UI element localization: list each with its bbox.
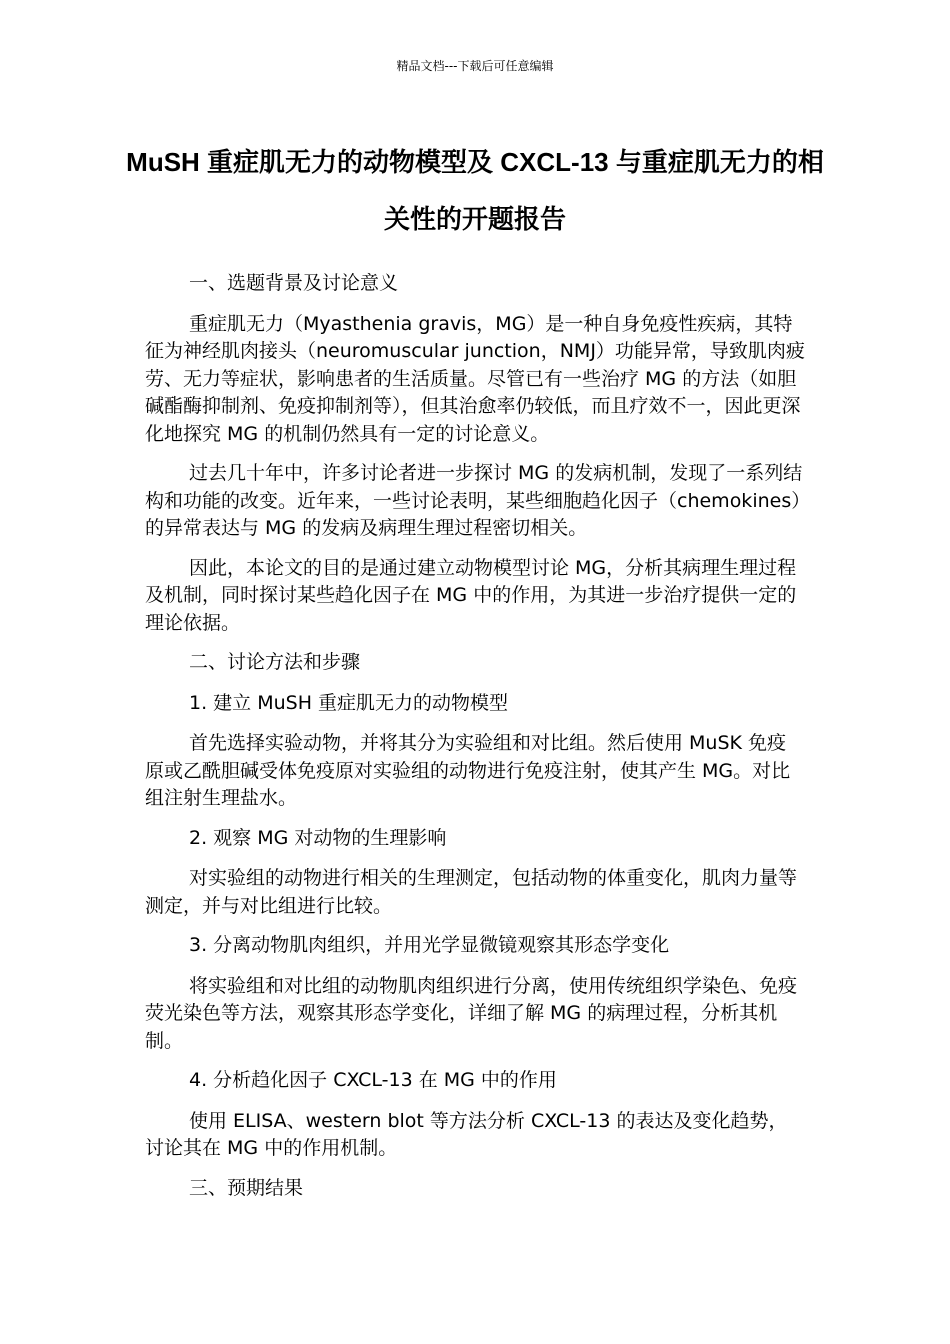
paragraph-step-3: 将实验组和对比组的动物肌肉组织进行分离，使用传统组织学染色、免疫荧光染色等方法，观察其形态学变化，详细了解 MG 的病理过程，分析其机制。 (145, 974, 798, 1052)
section-heading-results: 三、预期结果 (189, 1176, 304, 1199)
step-heading-2: 2. 观察 MG 对动物的生理影响 (189, 826, 447, 849)
paragraph-step-4: 使用 ELISA、western blot 等方法分析 CXCL-13 的表达及变化趋势，讨论其在 MG 中的作用机制。 (145, 1109, 788, 1159)
paragraph-history: 过去几十年中，许多讨论者进一步探讨 MG 的发病机制，发现了一系列结构和功能的改变。近年来，一些讨论表明，某些细胞趋化因子（chemokines）的异常表达与 MG 的发病及病理生理过程密切相关。 (145, 462, 803, 539)
paragraph-purpose: 因此，本论文的目的是通过建立动物模型讨论 MG，分析其病理生理过程及机制，同时探讨某些趋化因子在 MG 中的作用，为其进一步治疗提供一定的理论依据。 (145, 556, 797, 634)
page-header: 精品文档---下载后可任意编辑 (396, 59, 554, 73)
paragraph-intro: 重症肌无力（Myasthenia gravis，MG）是一种自身免疫性疾病，其特征为神经肌肉接头（neuromuscular junction，NMJ）功能异常，导致肌肉疲劳、无力等症状，影响患者的生活质量。尽管已有一些治疗 MG 的方法（如胆碱酯酶抑制剂、免疫抑制剂等），但其治愈率仍较低，而且疗效不一，因此更深化地探究 MG 的机制仍然具有一定的讨论意义。 (145, 312, 805, 445)
step-heading-3: 3. 分离动物肌肉组织，并用光学显微镜观察其形态学变化 (189, 934, 670, 956)
paragraph-step-1: 首先选择实验动物，并将其分为实验组和对比组。然后使用 MuSK 免疫原或乙酰胆碱受体免疫原对实验组的动物进行免疫注射，使其产生 MG。对比组注射生理盐水。 (145, 732, 791, 809)
step-heading-4: 4. 分析趋化因子 CXCL-13 在 MG 中的作用 (189, 1069, 557, 1091)
section-heading-background: 一、选题背景及讨论意义 (189, 272, 399, 294)
document-title: MuSH 重症肌无力的动物模型及 CXCL-13 与重症肌无力的相关性的开题报告 (126, 147, 824, 234)
document-body (145, 270, 805, 1215)
step-heading-1: 1. 建立 MuSH 重症肌无力的动物模型 (189, 691, 509, 714)
paragraph-step-2: 对实验组的动物进行相关的生理测定，包括动物的体重变化，肌肉力量等测定，并与对比组进行比较。 (145, 867, 798, 917)
section-heading-methods: 二、讨论方法和步骤 (189, 651, 361, 673)
